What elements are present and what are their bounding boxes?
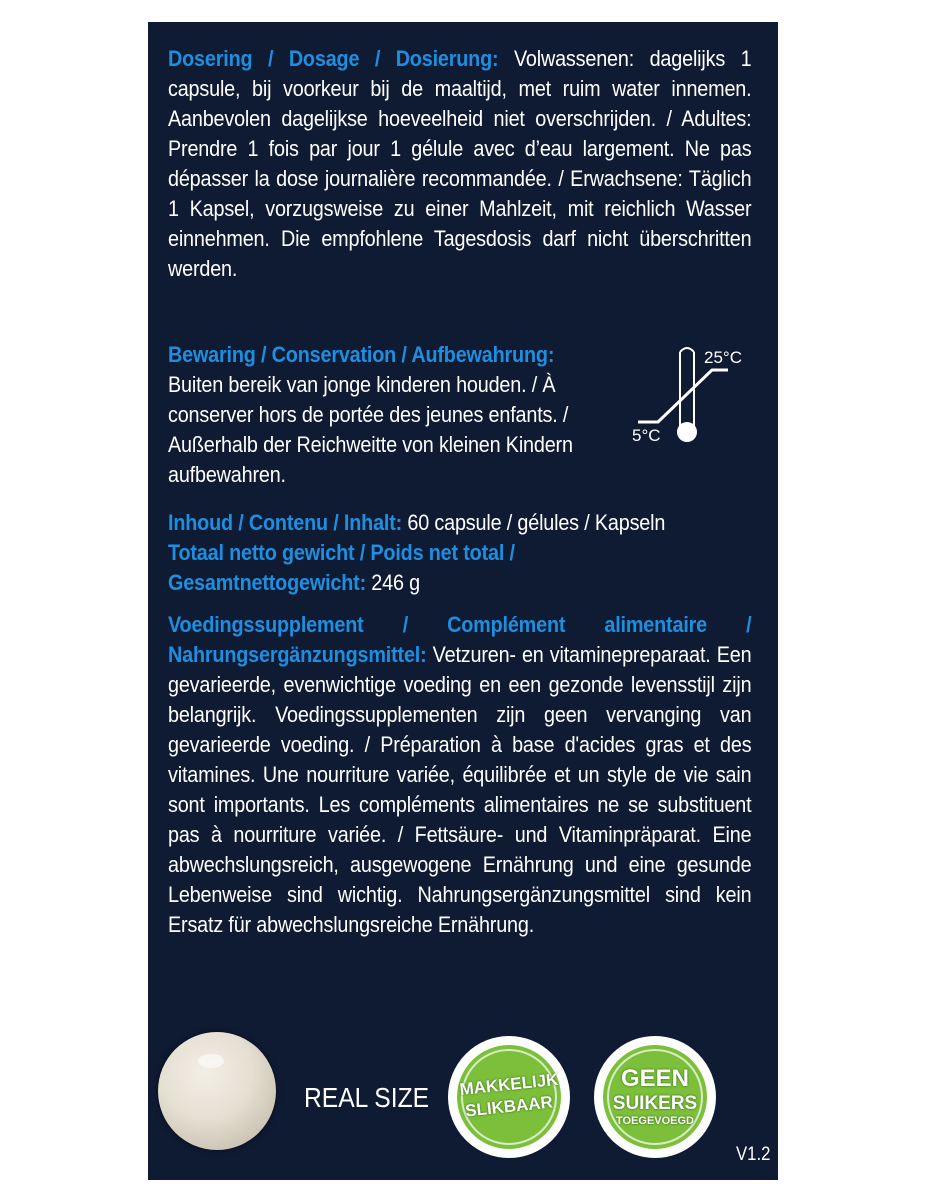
storage-text: Buiten bereik van jonge kinderen houden. / À conserver hors de portée des jeunes enfants. / Außerhalb der Reichweitte von kleinen Kindern aufbewahren. [168, 372, 573, 487]
supplement-heading: Voedingssupplement / Complément alimentaire / Nahrungsergänzungsmittel: [168, 612, 752, 667]
temp-max-label: 25°C [704, 348, 742, 367]
storage-heading: Bewaring / Conservation / Aufbewahrung: [168, 342, 555, 367]
contents-text: 60 capsule / gélules / Kapseln [402, 510, 666, 535]
weight-heading-line2: Gesamtnettogewicht: [168, 570, 366, 595]
badge2-line2: SUIKERS [612, 1093, 698, 1114]
real-size-label: REAL SIZE [304, 1082, 430, 1113]
easy-to-swallow-badge [448, 1036, 570, 1158]
dosage-section [168, 44, 751, 284]
version-label: V1.2 [736, 1144, 771, 1165]
badge1-line1: MAKKELIJK [458, 1069, 560, 1100]
temp-min-label: 5°C [632, 426, 661, 445]
badge2-line1: GEEN [620, 1065, 689, 1092]
badge2-line3: TOEGEVOEGD [615, 1115, 695, 1127]
dosage-heading: Dosering / Dosage / Dosierung: [168, 46, 499, 71]
badge1-line2: SLIKBAAR [464, 1092, 554, 1121]
weight-value: 246 g [365, 570, 420, 595]
contents-section [168, 508, 682, 598]
thermometer-icon [628, 344, 758, 454]
supplement-section [168, 610, 751, 940]
weight-heading-line1: Totaal netto gewicht / Poids net total / [168, 540, 515, 565]
dosage-text: Volwassenen: dagelijks 1 capsule, bij voorkeur bij de maaltijd, met ruim water innemen. Aanbevolen dagelijkse hoeveelheid niet overschrijden. / Adultes: Prendre 1 fois par jour 1 gélule avec d’eau largement. Ne pas dépasser la dose journalière recommandée. / Erwachsene: Täglich 1 Kapsel, vorzugsweise zu einer Mahlzeit, mit reichlich Wasser einnehmen. Die empfohlene Tagesdosis darf nicht überschritten werden. [168, 46, 752, 281]
no-added-sugar-badge [594, 1036, 716, 1158]
capsule-real-size-image [158, 1032, 276, 1150]
contents-heading: Inhoud / Contenu / Inhalt: [168, 510, 403, 535]
supplement-text: Vetzuren- en vitaminepreparaat. Een gevarieerde, evenwichtige voeding en een gezonde levensstijl zijn belangrijk. Voedingssupplementen zijn geen vervanging van gevarieerde voeding. / Préparation à base d'acides gras et des vitamines. Une nourriture variée, équilibrée et un style de vie sain sont importants. Les compléments alimentaires ne se substituent pas à nourriture variée. / Fettsäure- und Vitaminpräparat. Eine abwechslungsreich, ausgewogene Ernährung und eine gesunde Lebenweise sind wichtig. Nahrungsergänzungsmittel sind kein Ersatz für abwechslungsreiche Ernährung. [168, 642, 752, 937]
storage-section [168, 340, 634, 490]
label-panel [148, 22, 778, 1180]
